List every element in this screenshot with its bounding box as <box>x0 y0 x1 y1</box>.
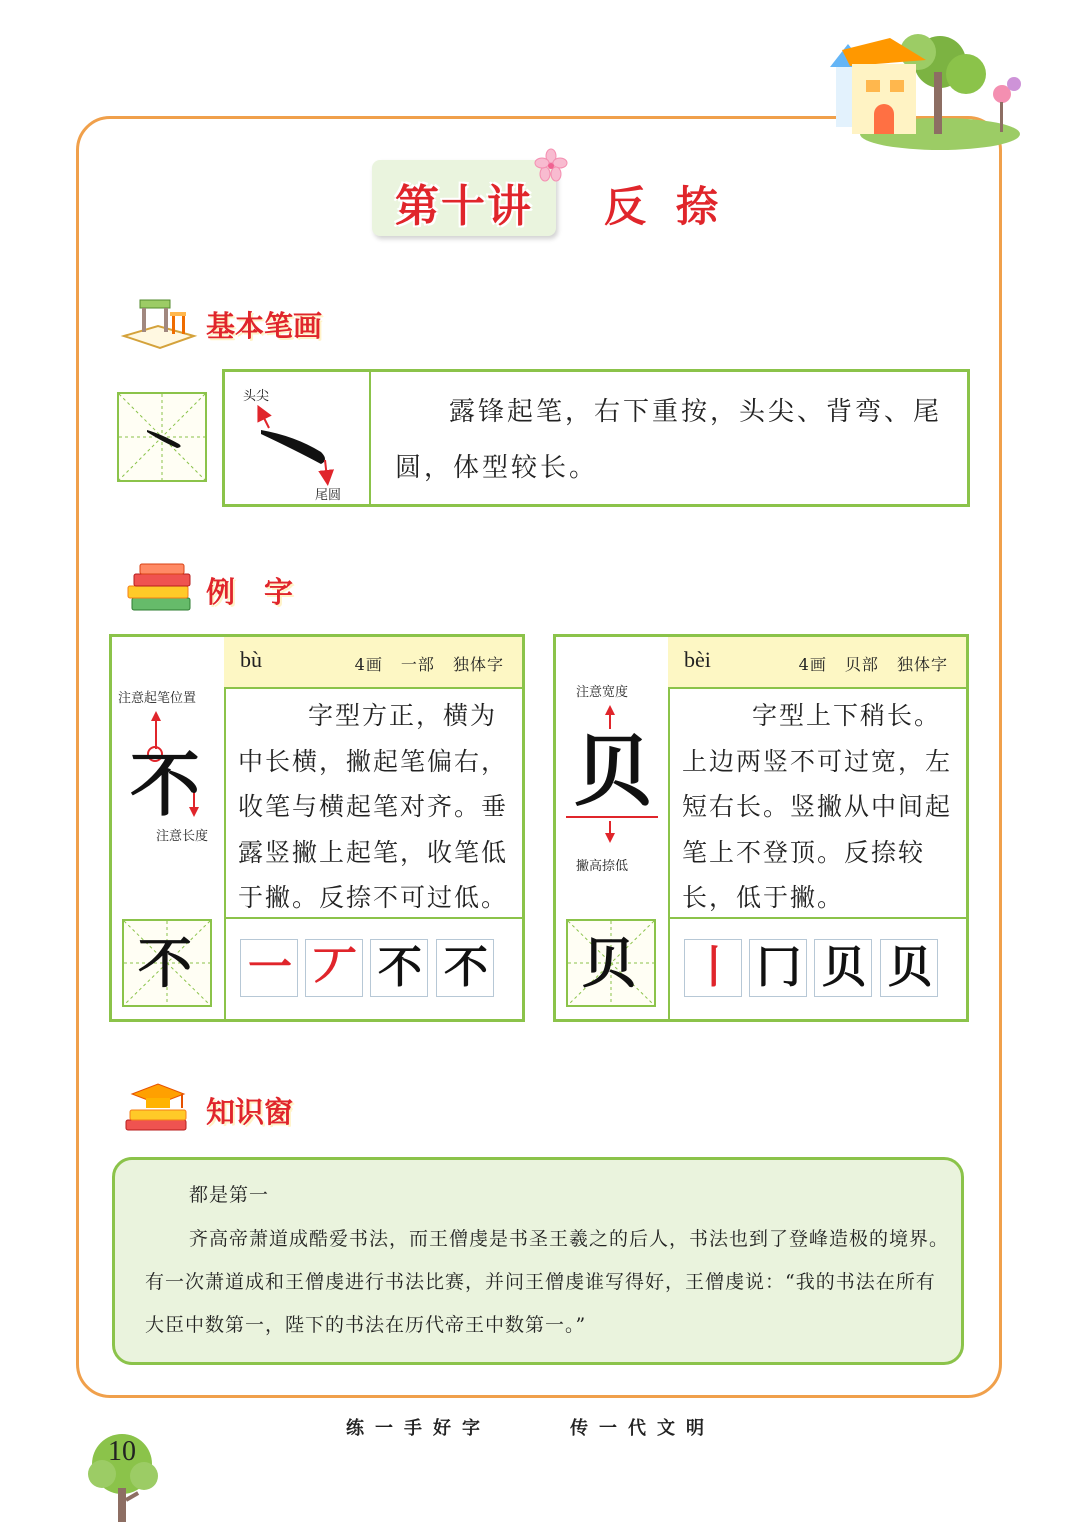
topic-title: 反捺 <box>604 182 749 231</box>
char-meta: 4画 一部 独体字 <box>354 655 504 674</box>
example-header <box>224 637 522 689</box>
stroke-order-step-4: 贝 <box>880 939 938 997</box>
stroke-diagram <box>225 372 369 504</box>
example-description: 字型方正，横为中长横，撇起笔偏右，收笔与横起笔对齐。垂露竖撇上起笔，收笔低于撇。反捺不可过低。 <box>238 701 509 912</box>
stroke-description: 露锋起笔，右下重按，头尖、背弯、尾圆，体型较长。 <box>395 397 943 483</box>
example-char-large: 不 <box>130 743 200 826</box>
note-bottom: 注意长度 <box>156 829 209 844</box>
grid-char: 不 <box>138 931 192 995</box>
example-char-large: 贝 <box>574 726 653 817</box>
stroke-order-step-3: 贝 <box>814 939 872 997</box>
label-tail: 尾圆 <box>315 488 342 503</box>
practice-grid-stroke <box>117 392 207 482</box>
practice-grid-char <box>566 919 656 1007</box>
footer-slogan-left: 练一手好字 <box>346 1418 491 1439</box>
grid-char: 贝 <box>582 931 636 995</box>
example-card-bu <box>109 634 525 1022</box>
books-icon <box>124 558 200 618</box>
story-text: 齐高帝萧道成酷爱书法，而王僧虔是书圣王羲之的后人，书法也到了登峰造极的境界。有一次萧道成和王僧虔进行书法比赛，并问王僧虔谁写得好，王僧虔说：“我的书法在所有大臣中数第一，陛下的书法在历代帝王中数第一。” <box>145 1228 950 1336</box>
stroke-order-step-1: 一 <box>240 939 298 997</box>
example-card-bei <box>553 634 969 1022</box>
divider <box>224 917 522 919</box>
label-head: 头尖 <box>243 389 270 404</box>
note-bottom: 撇高捺低 <box>576 859 629 874</box>
desk-book-icon <box>120 292 198 352</box>
pinyin: bèi <box>684 647 711 672</box>
footer-slogan-right: 传一代文明 <box>570 1418 715 1439</box>
story-title: 都是第一 <box>189 1184 270 1206</box>
house-illustration <box>790 22 1030 152</box>
divider <box>668 917 966 919</box>
example-description: 字型上下稍长。上边两竖不可过宽，左短右长。竖撇从中间起笔上不登顶。反捺较长，低于撇。 <box>682 701 953 912</box>
lecture-title: 第十讲 <box>395 181 533 232</box>
section-title-knowledge: 知识窗 <box>206 1095 294 1129</box>
flower-icon <box>534 148 568 182</box>
section-title-examples: 例 字 <box>206 575 294 609</box>
char-meta: 4画 贝部 独体字 <box>798 655 948 674</box>
stroke-order-step-2: 冂 <box>749 939 807 997</box>
stroke-order-step-2: 丆 <box>305 939 363 997</box>
stroke-order-step-4: 不 <box>436 939 494 997</box>
stroke-demo <box>225 372 371 504</box>
note-top: 注意宽度 <box>576 685 629 700</box>
section-title-basic-stroke: 基本笔画 <box>206 309 323 343</box>
stroke-order-step-3: 不 <box>370 939 428 997</box>
note-top: 注意起笔位置 <box>118 691 197 706</box>
graduation-cap-icon <box>116 1076 198 1140</box>
example-header <box>668 637 966 689</box>
practice-grid-char <box>122 919 212 1007</box>
knowledge-box <box>112 1157 964 1365</box>
pinyin: bù <box>240 647 262 672</box>
page-number: 10 <box>108 1436 136 1467</box>
basic-stroke-box <box>222 369 970 507</box>
stroke-order-step-1: 丨 <box>684 939 742 997</box>
